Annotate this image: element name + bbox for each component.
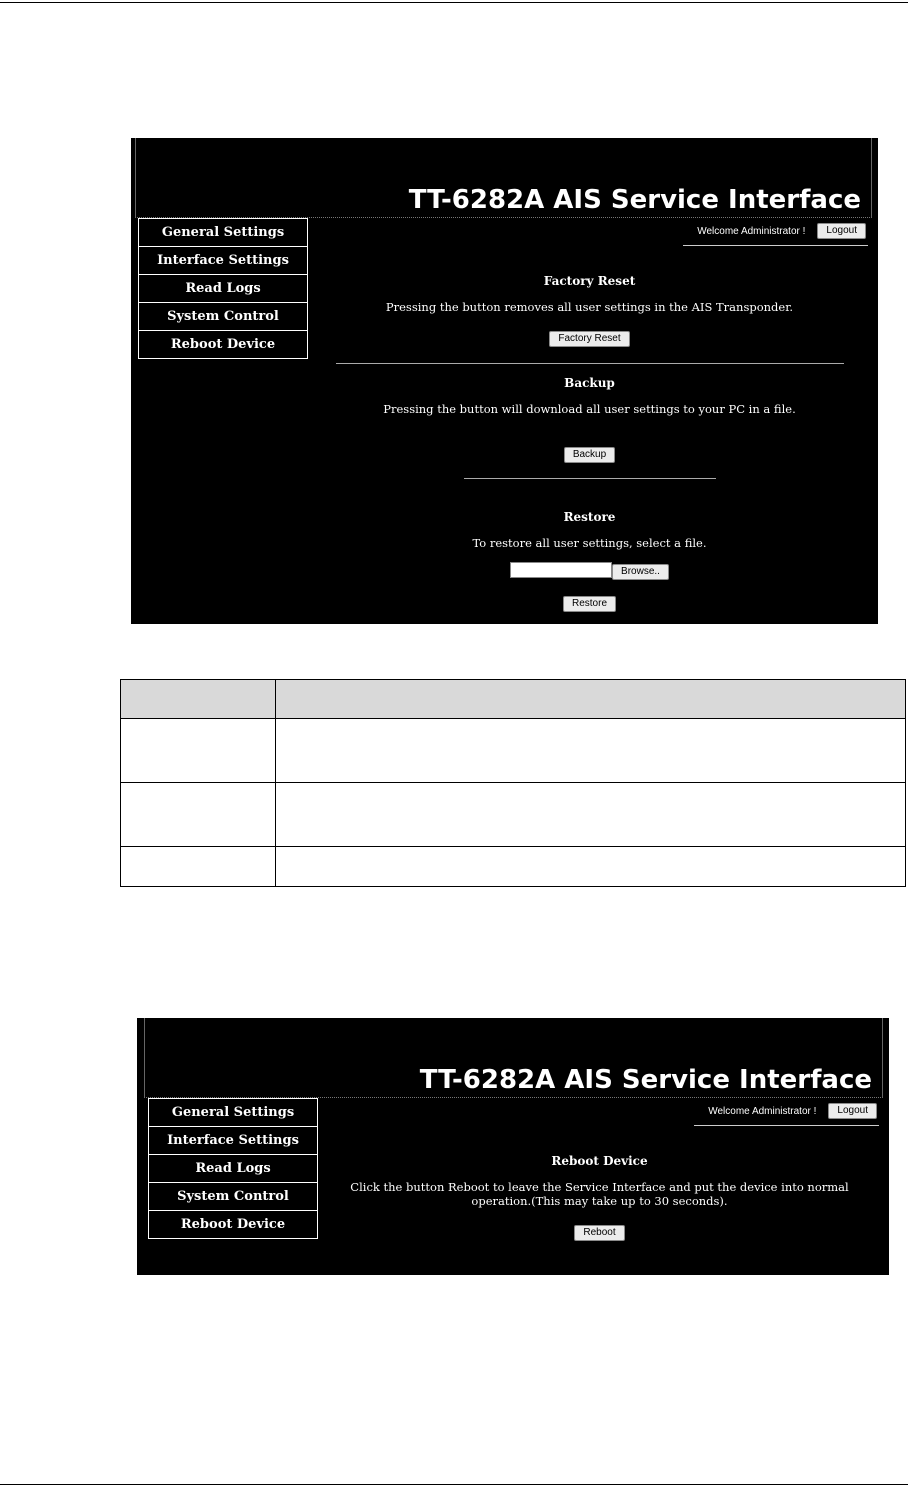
table-header-cell: [121, 680, 276, 719]
description-table: [120, 679, 906, 887]
table-cell: [276, 783, 906, 847]
factory-reset-section: [336, 274, 843, 347]
reboot-button[interactable]: Reboot: [574, 1225, 624, 1241]
factory-reset-button[interactable]: Factory Reset: [549, 331, 629, 347]
nav-system-control[interactable]: System Control: [138, 303, 308, 331]
divider: [336, 363, 844, 364]
table-cell: [121, 847, 276, 887]
sidebar-nav: [138, 218, 308, 359]
table-cell: [276, 719, 906, 783]
nav-reboot-device[interactable]: Reboot Device: [148, 1211, 318, 1239]
user-bar: [694, 1103, 879, 1126]
page-header-rule: [0, 2, 908, 3]
factory-reset-text: Pressing the button removes all user settings in the AIS Transponder.: [385, 300, 794, 314]
table-cell: [121, 783, 276, 847]
sidebar-nav: [148, 1098, 318, 1239]
reboot-device-screenshot: [137, 1018, 889, 1275]
backup-section: [336, 376, 843, 463]
backup-button[interactable]: Backup: [564, 447, 615, 463]
restore-button[interactable]: Restore: [563, 596, 616, 612]
reboot-section: [337, 1154, 862, 1241]
backup-text: Pressing the button will download all user settings to your PC in a file.: [383, 402, 796, 416]
banner: [144, 1018, 883, 1098]
nav-general-settings[interactable]: General Settings: [138, 218, 308, 247]
table-header-row: [121, 680, 906, 719]
backup-title: Backup: [564, 376, 615, 390]
nav-interface-settings[interactable]: Interface Settings: [138, 247, 308, 275]
table-cell: [121, 719, 276, 783]
table-row: [121, 847, 906, 887]
reboot-text-line2: operation.(This may take up to 30 seconds).: [471, 1194, 728, 1208]
nav-read-logs[interactable]: Read Logs: [148, 1155, 318, 1183]
table-cell: [276, 847, 906, 887]
nav-reboot-device[interactable]: Reboot Device: [138, 331, 308, 359]
welcome-text: Welcome Administrator !: [697, 225, 806, 237]
nav-system-control[interactable]: System Control: [148, 1183, 318, 1211]
factory-reset-title: Factory Reset: [543, 274, 636, 288]
user-bar: [683, 223, 868, 246]
page-footer-rule: [0, 1484, 908, 1485]
banner-title: TT-6282A AIS Service Interface: [408, 185, 861, 215]
nav-interface-settings[interactable]: Interface Settings: [148, 1127, 318, 1155]
table-row: [121, 783, 906, 847]
nav-read-logs[interactable]: Read Logs: [138, 275, 308, 303]
nav-general-settings[interactable]: General Settings: [148, 1098, 318, 1127]
logout-button[interactable]: Logout: [817, 223, 866, 239]
restore-section: [336, 510, 843, 612]
browse-button[interactable]: Browse..: [612, 564, 669, 580]
reboot-text-line1: Click the button Reboot to leave the Service Interface and put the device into normal: [350, 1180, 849, 1194]
restore-title: Restore: [563, 510, 616, 524]
restore-file-input[interactable]: [510, 562, 612, 578]
table-header-cell: [276, 680, 906, 719]
logout-button[interactable]: Logout: [828, 1103, 877, 1119]
welcome-text: Welcome Administrator !: [708, 1105, 817, 1117]
table-row: [121, 719, 906, 783]
banner: [135, 138, 872, 218]
divider: [464, 478, 716, 479]
system-control-screenshot: [131, 138, 878, 624]
restore-text: To restore all user settings, select a file.: [472, 536, 707, 550]
banner-title: TT-6282A AIS Service Interface: [419, 1065, 872, 1095]
reboot-title: Reboot Device: [551, 1154, 648, 1168]
